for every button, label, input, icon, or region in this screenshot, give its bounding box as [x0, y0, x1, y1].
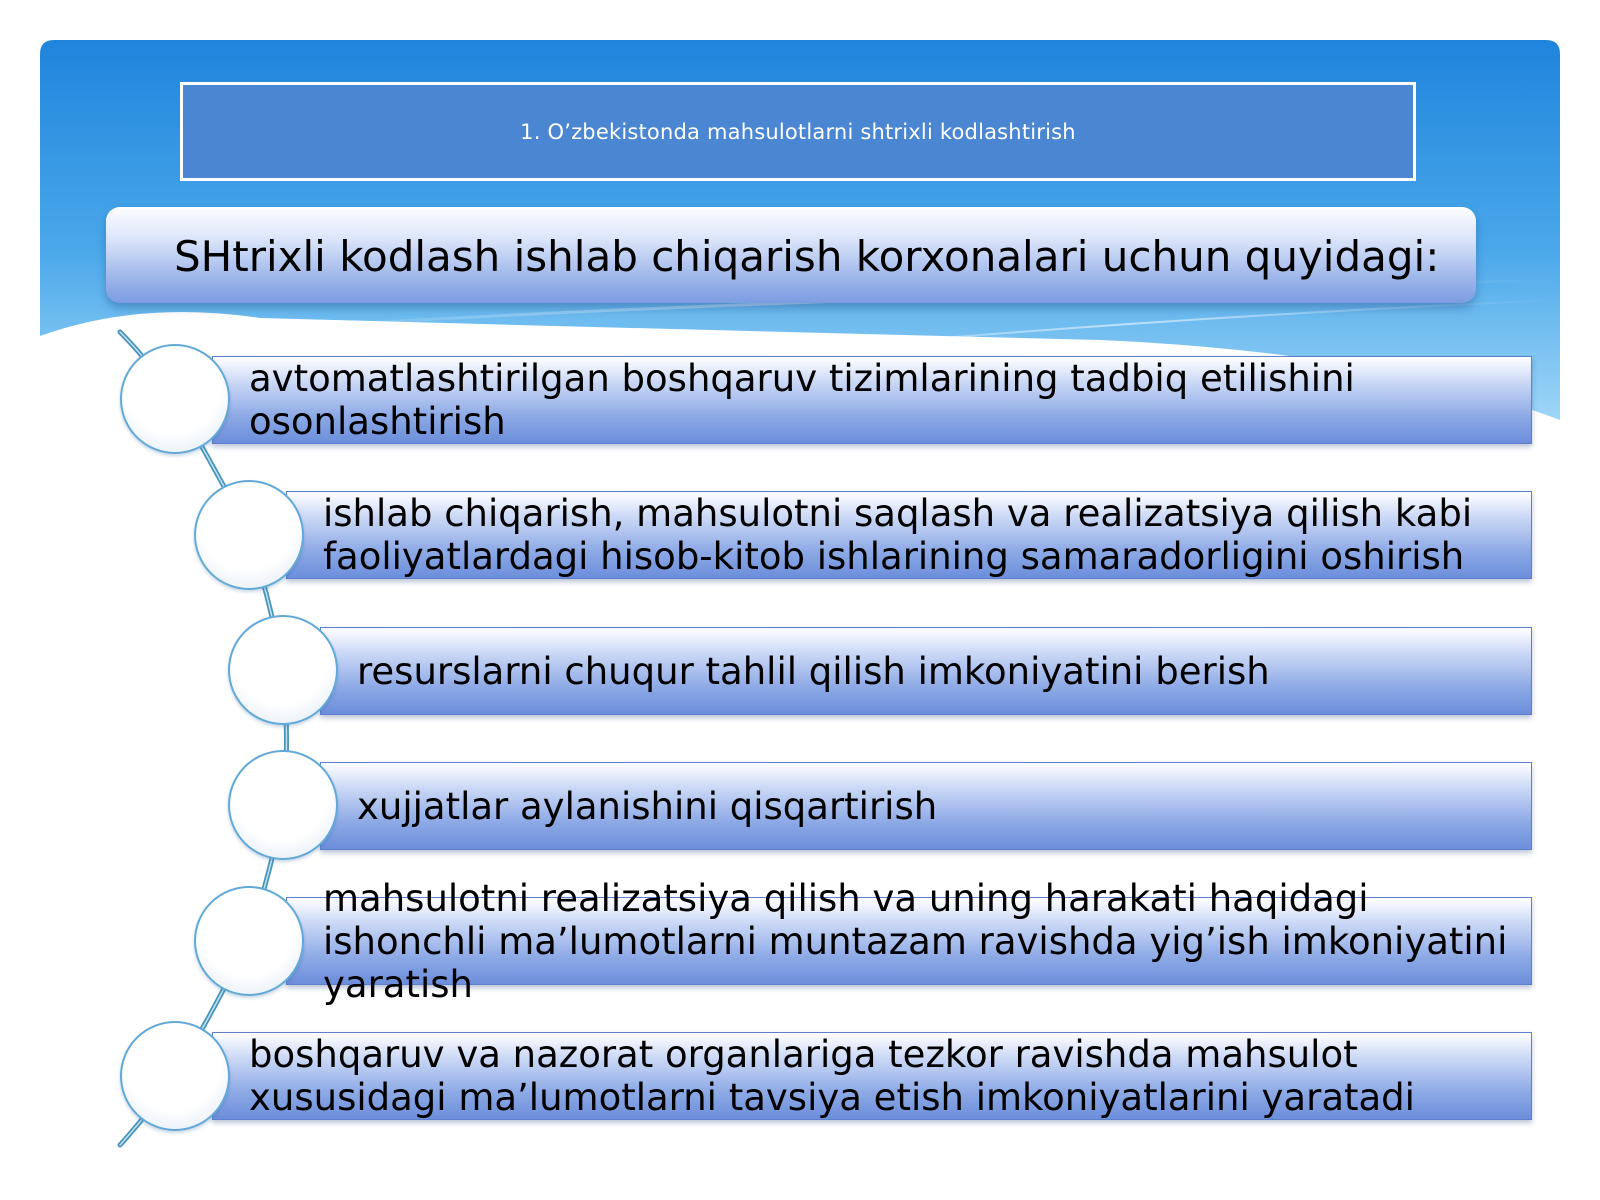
list-item-text: xujjatlar aylanishini qisqartirish	[357, 784, 938, 828]
bullet-circle-1	[120, 344, 230, 454]
list-item-5	[286, 876, 1532, 1006]
list-item-6	[212, 1032, 1532, 1120]
list-item-4	[320, 762, 1532, 850]
list-item-3	[320, 627, 1532, 715]
slide-title: 1. O’zbekistonda mahsulotlarni shtrixli kodlashtirish	[520, 119, 1076, 144]
list-item-text: boshqaruv va nazorat organlariga tezkor ravishda mahsulot xususidagi ma’lumotlarni tavsiya etish imkoniyatlarini yaratadi	[249, 1033, 1415, 1119]
list-item-2	[286, 491, 1532, 579]
list-item-text: resurslarni chuqur tahlil qilish imkoniyatini berish	[357, 649, 1270, 693]
bullet-circle-3	[228, 615, 338, 725]
list-item-1	[212, 356, 1532, 444]
heading-bar	[106, 207, 1476, 303]
bullet-circle-2	[194, 480, 304, 590]
bullet-circle-6	[120, 1021, 230, 1131]
slide-title-box	[180, 82, 1416, 181]
list-item-text: avtomatlashtirilgan boshqaruv tizimlarining tadbiq etilishini osonlashtirish	[249, 357, 1355, 443]
list-item-text: mahsulotni realizatsiya qilish va uning harakati haqidagi ishonchli ma’lumotlarni muntazam ravishda yig’ish imkoniyatini yaratish	[323, 876, 1508, 1006]
bullet-circle-5	[194, 886, 304, 996]
bullet-circle-4	[228, 750, 338, 860]
heading-text: SHtrixli kodlash ishlab chiqarish korxonalari uchun quyidagi:	[174, 231, 1440, 281]
list-item-text: ishlab chiqarish, mahsulotni saqlash va realizatsiya qilish kabi faoliyatlardagi hisob-kitob ishlarining samaradorligini oshirish	[323, 492, 1473, 578]
